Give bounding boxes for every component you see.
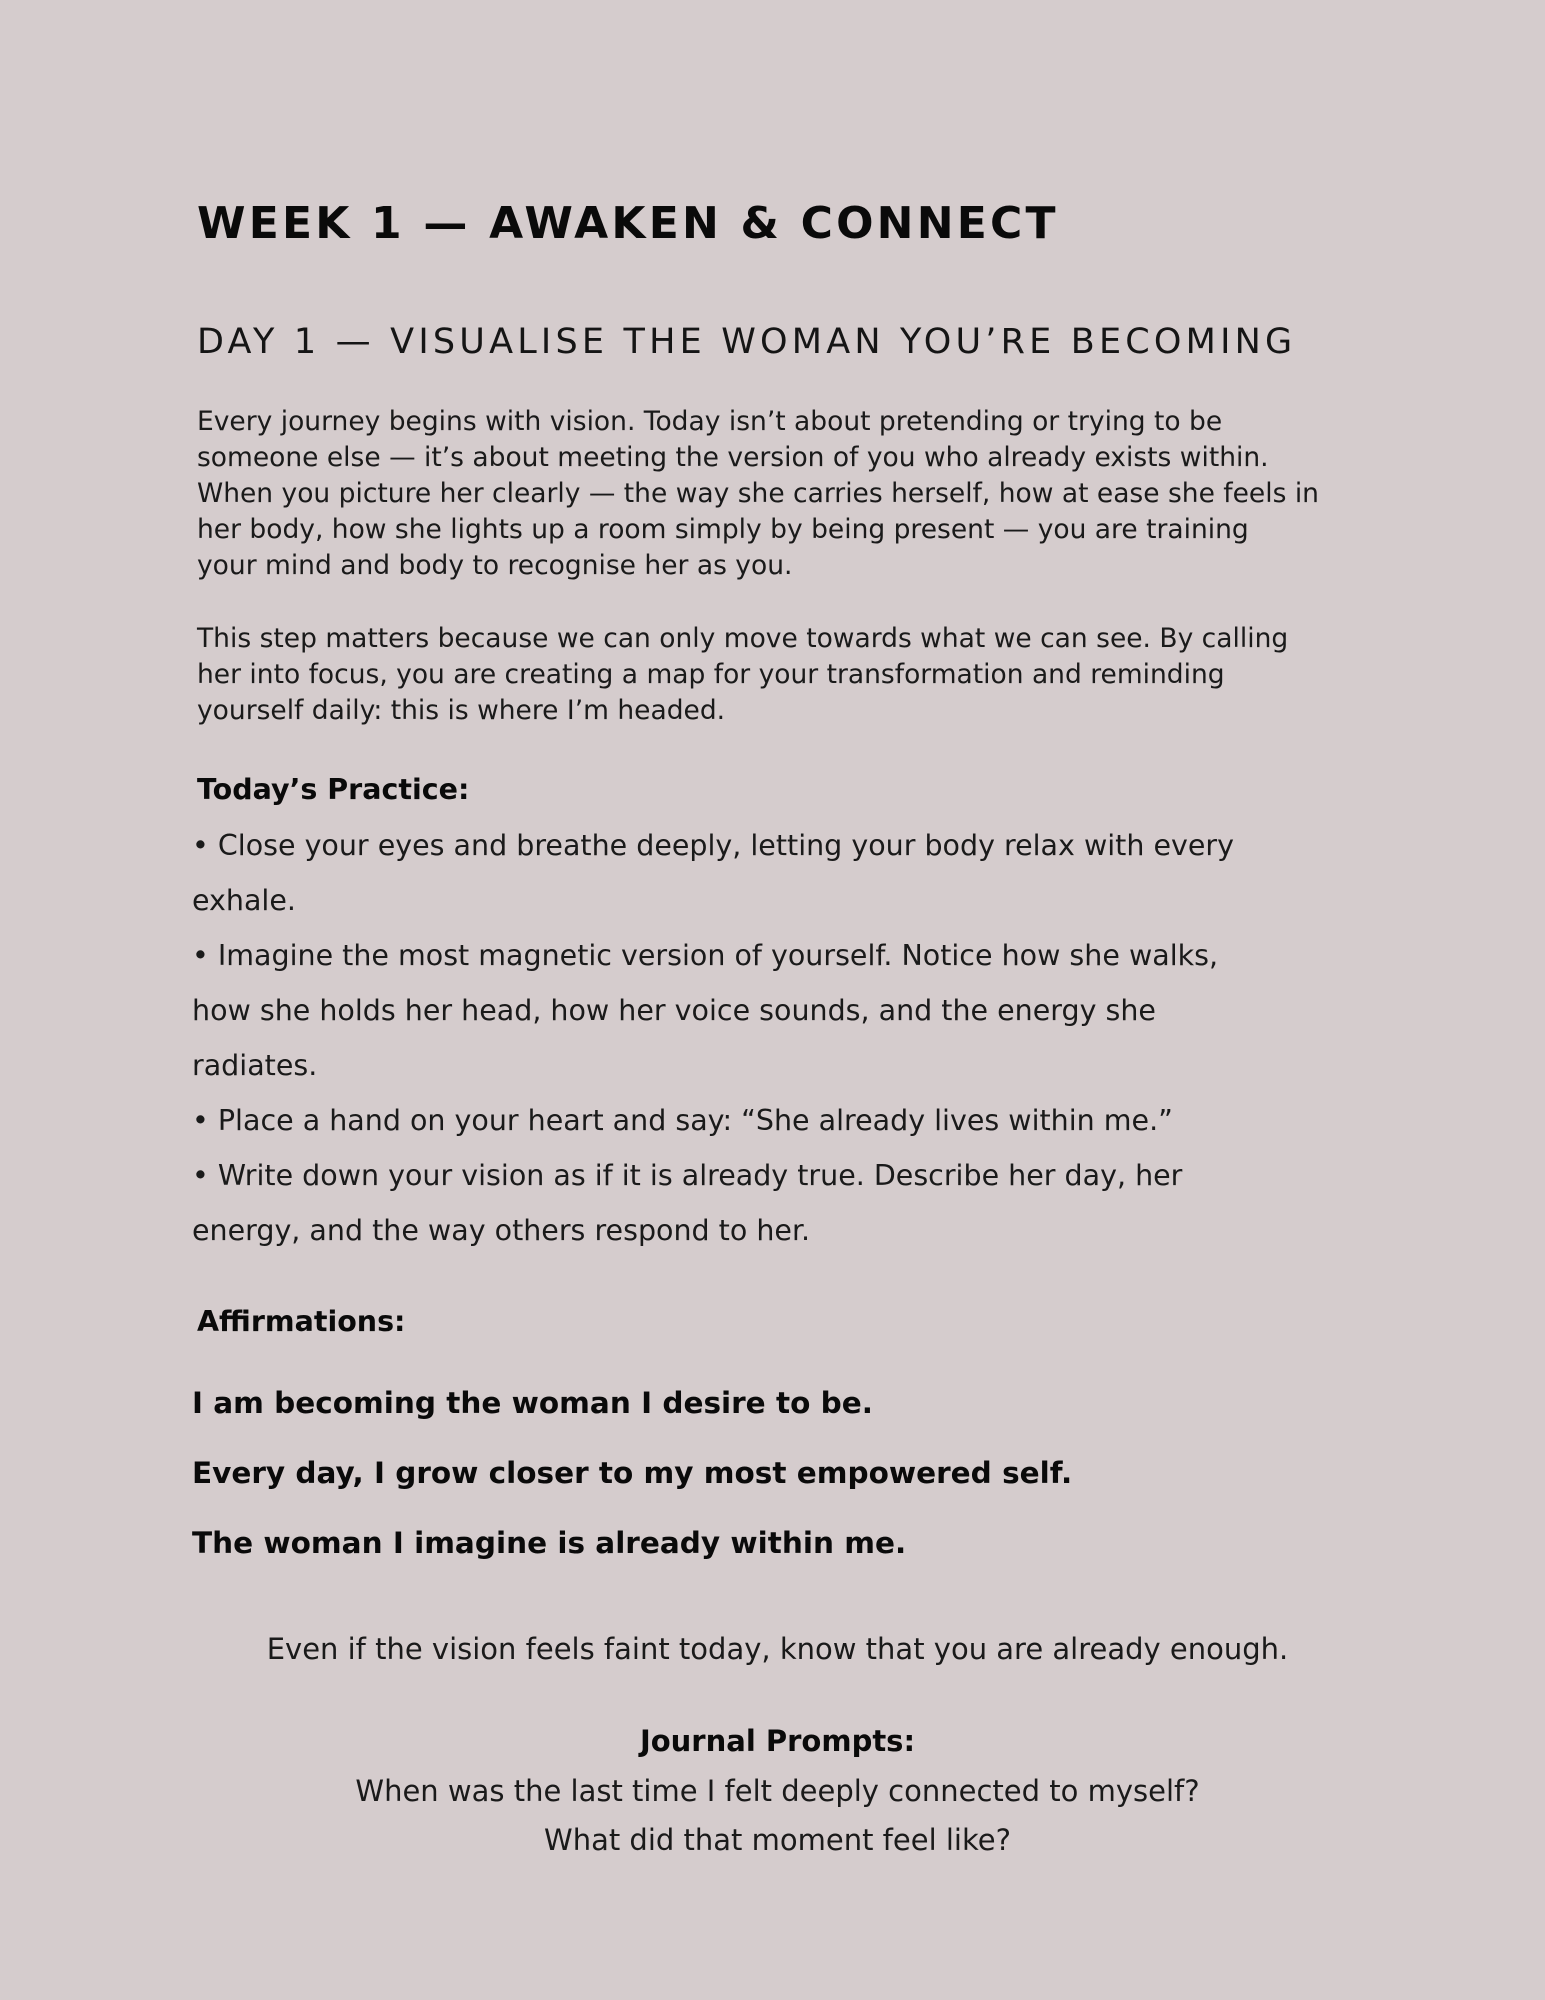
practice-line: • Write down your vision as if it is already true. Describe her day, her [192,1159,1183,1192]
practice-heading: Today’s Practice: [197,773,470,806]
paragraph-line: someone else — it’s about meeting the version of you who already exists within. [197,442,1269,473]
intro-paragraph-2 [197,621,1397,729]
practice-line: energy, and the way others respond to her. [192,1214,811,1247]
paragraph-line: When you picture her clearly — the way she carries herself, how at ease she feels in [197,478,1319,509]
paragraph-line: Every journey begins with vision. Today isn’t about pretending or trying to be [197,406,1223,437]
week-title: WEEK 1 — AWAKEN & CONNECT [197,198,1059,249]
day-title: DAY 1 — VISUALISE THE WOMAN YOU’RE BECOMING [197,322,1297,362]
closing-note: Even if the vision feels faint today, know that you are already enough. [266,1632,1289,1666]
practice-line: how she holds her head, how her voice sounds, and the energy she [192,994,1156,1027]
paragraph-line: your mind and body to recognise her as you. [197,550,793,581]
affirmations-heading: Affirmations: [197,1305,406,1338]
intro-paragraph-1 [197,404,1397,584]
paragraph-line: This step matters because we can only move towards what we can see. By calling [197,623,1289,654]
journal-heading: Journal Prompts: [639,1724,916,1758]
paragraph-line: her into focus, you are creating a map for your transformation and reminding [197,659,1225,690]
journal-prompt: When was the last time I felt deeply connected to myself? [355,1774,1200,1808]
affirmation-item: Every day, I grow closer to my most empowered self. [192,1456,1073,1490]
practice-line: radiates. [192,1049,318,1082]
affirmation-item: The woman I imagine is already within me. [192,1526,907,1560]
paragraph-line: her body, how she lights up a room simply by being present — you are training [197,514,1249,545]
practice-line: • Close your eyes and breathe deeply, letting your body relax with every [192,829,1234,862]
practice-line: • Imagine the most magnetic version of yourself. Notice how she walks, [192,939,1219,972]
practice-line: • Place a hand on your heart and say: “She already lives within me.” [192,1104,1173,1137]
practice-list [192,818,1234,1258]
paragraph-line: yourself daily: this is where I’m headed. [197,695,726,726]
affirmation-item: I am becoming the woman I desire to be. [192,1386,873,1420]
journal-prompt: What did that moment feel like? [544,1823,1011,1857]
practice-line: exhale. [192,884,296,917]
